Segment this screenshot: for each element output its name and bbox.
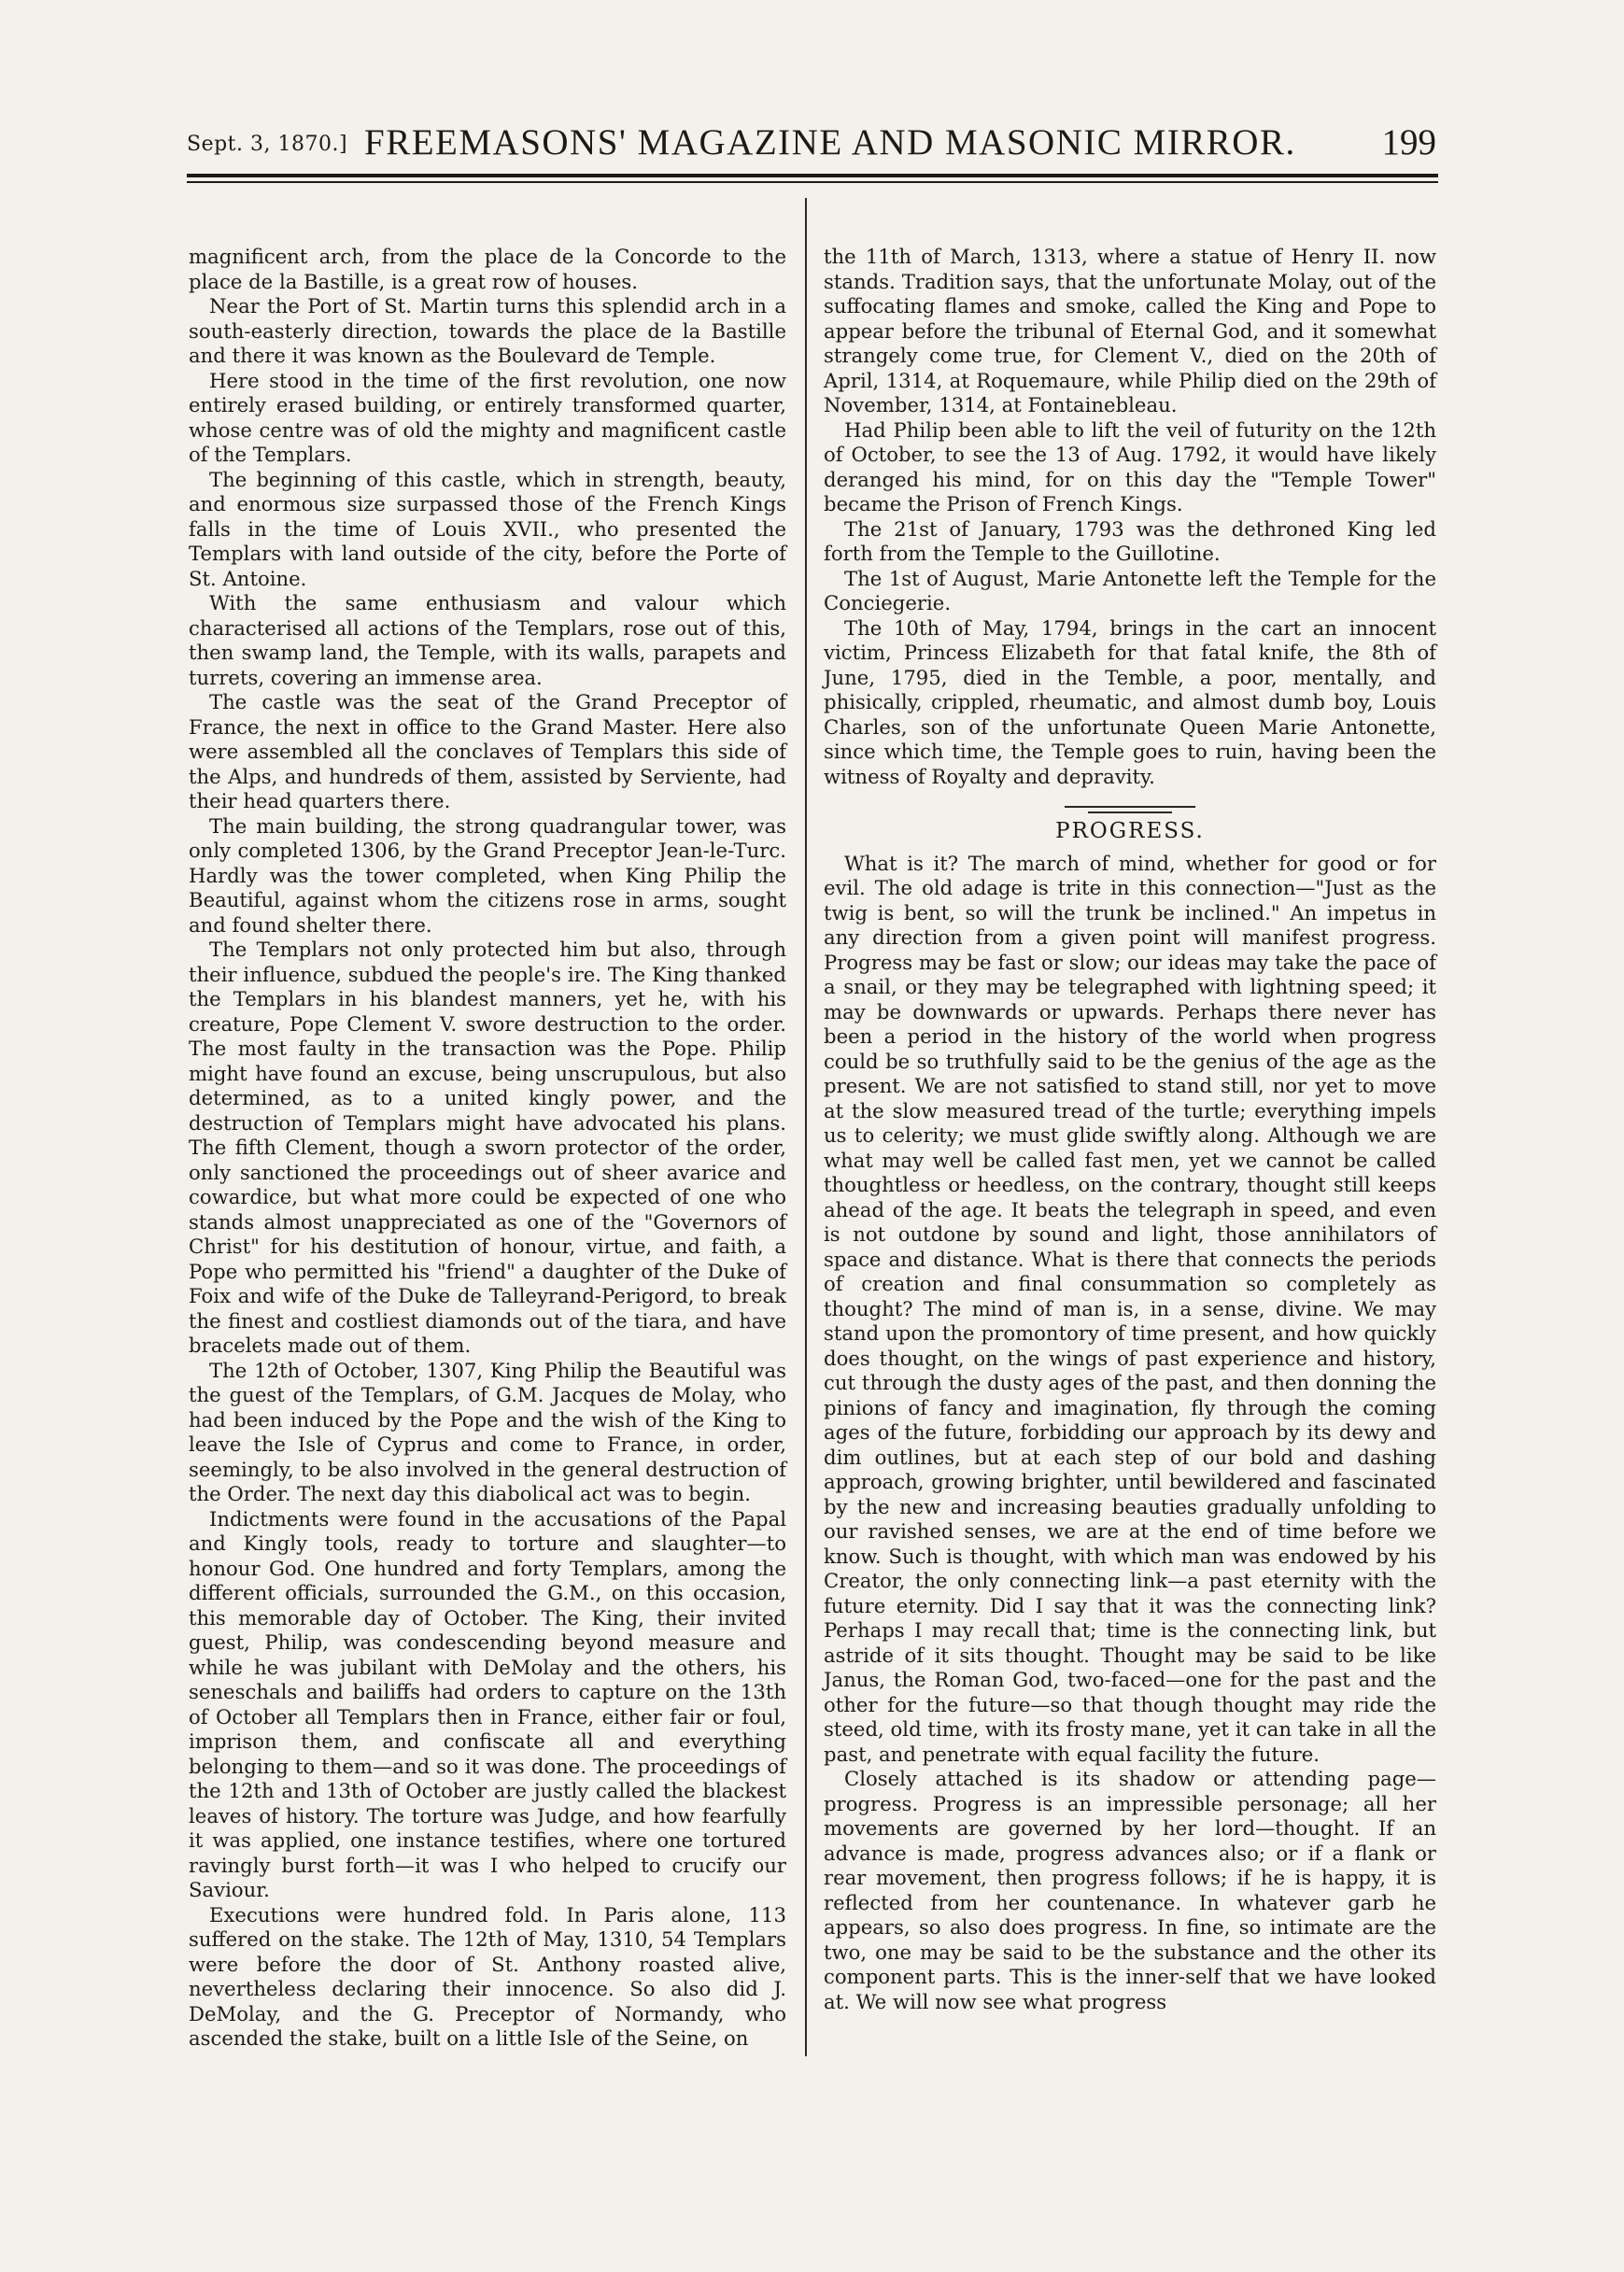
paragraph: The beginning of this castle, which in strength, beauty, and enormous size surpassed those of the French Kings falls in the time of Louis XVII., who presented the Templars with land outside of the city, before the Porte of St. Antoine. [189, 467, 786, 590]
paragraph: The 1st of August, Marie Antonette left the Temple for the Conciegerie. [824, 566, 1436, 614]
right-column [824, 245, 1436, 2014]
paragraph: The Templars not only protected him but also, through their influence, subdued the people's ire. The King thanked the Templars in his blandest manners, yet he, with his creature, Pope Clement V. swore destruction to the order. The most faulty in the transaction was the Pope. Philip might have found an excuse, being unscrupulous, but also determined, as to a united kingly power, and the destruction of Templars might have advocated his plans. The fifth Clement, though a sworn protector of the order, only sanctioned the proceedings out of sheer avarice and cowardice, but what more could be expected of one who stands almost unappreciated as one of the "Governors of Christ" for his destitution of honour, virtue, and faith, a Pope who permitted his "friend" a daughter of the Duke of Foix and wife of the Duke de Talleyrand-Perigord, to break the finest and costliest diamonds out of the tiara, and have bracelets made out of them. [189, 938, 786, 1357]
publication-title: FREEMASONS' MAGAZINE AND MASONIC MIRROR. [364, 122, 1296, 162]
section-divider [1088, 811, 1172, 813]
paragraph: Executions were hundred fold. In Paris alone, 113 suffered on the stake. The 12th of May, 1310, 54 Templars were before the door of St. Anthony roasted alive, nevertheless declaring their innocence. So also did J. DeMolay, and the G. Preceptor of Normandy, who ascended the stake, built on a little Isle of the Seine, on [189, 1902, 786, 2050]
masthead-rule-thick [187, 174, 1438, 177]
paragraph: Here stood in the time of the first revolution, one now entirely erased building, or entirely transformed quarter, whose centre was of old the mighty and magnificent castle of the Templars. [189, 368, 786, 466]
column-divider [805, 198, 807, 2056]
paragraph: Closely attached is its shadow or attending page—progress. Progress is an impressible personage; all her movements are governed by her lord—thought. If an advance is made, progress advances also; or if a flank or rear movement, then progress follows; if he is happy, it is reflected from her countenance. In whatever garb he appears, so also does progress. In fine, so intimate are the two, one may be said to be the substance and the other its component parts. This is the inner-self that we have looked at. We will now see what progress [824, 1767, 1436, 2013]
paragraph: With the same enthusiasm and valour which characterised all actions of the Templars, rose out of this, then swamp land, the Temple, with its walls, parapets and turrets, covering an immense area. [189, 591, 786, 689]
section-divider [1065, 806, 1195, 808]
paragraph: The main building, the strong quadrangular tower, was only completed 1306, by the Grand Preceptor Jean-le-Turc. Hardly was the tower completed, when King Philip the Beautiful, against whom the citizens rose in arms, sought and found shelter there. [189, 813, 786, 937]
paragraph: The castle was the seat of the Grand Preceptor of France, the next in office to the Grand Master. Here also were assembled all the conclaves of Templars this side of the Alps, and hundreds of them, assisted by Serviente, had their head quarters there. [189, 690, 786, 812]
left-column [189, 245, 786, 2052]
paragraph: Near the Port of St. Martin turns this splendid arch in a south-easterly direction, towards the place de la Bastille and there it was known as the Boulevard de Temple. [189, 294, 786, 367]
issue-date: Sept. 3, 1870.] [187, 133, 348, 156]
section-heading: PROGRESS. [1055, 819, 1205, 843]
page-number: 199 [1381, 122, 1436, 162]
paragraph: magnificent arch, from the place de la Concorde to the place de la Bastille, is a great row of houses. [189, 245, 786, 293]
paragraph: Indictments were found in the accusations of the Papal and Kingly tools, ready to torture and slaughter—to honour God. One hundred and forty Templars, among the different officials, surrounded the G.M., on this occasion, this memorable day of October. The King, their invited guest, Philip, was condescending beyond measure and while he was jubilant with DeMolay and the others, his seneschals and bailiffs had orders to capture on the 13th of October all Templars then in France, either fair or foul, imprison them, and confiscate all and everything belonging to them—and so it was done. The proceedings of the 12th and 13th of October are justly called the blackest leaves of history. The torture was Judge, and how fearfully it was applied, one instance testifies, where one tortured ravingly burst forth—it was I who helped to crucify our Saviour. [189, 1506, 786, 1901]
paragraph: The 10th of May, 1794, brings in the cart an innocent victim, Princess Elizabeth for that fatal knife, the 8th of June, 1795, died in the Temble, a poor, mentally, and phisically, crippled, rheumatic, and almost dumb boy, Louis Charles, son of the unfortunate Queen Marie Antonette, since which time, the Temple goes to ruin, having been the witness of Royalty and depravity. [824, 615, 1436, 788]
masthead [187, 114, 1438, 162]
paragraph: the 11th of March, 1313, where a statue of Henry II. now stands. Tradition says, that the unfortunate Molay, out of the suffocating flames and smoke, called the King and Pope to appear before the tribunal of Eternal God, and it somewhat strangely come true, for Clement V., died on the 20th of April, 1314, at Roquemaure, while Philip died on the 29th of November, 1314, at Fontainebleau. [824, 245, 1436, 416]
paragraph: The 21st of January, 1793 was the dethroned King led forth from the Temple to the Guillotine. [824, 516, 1436, 565]
paragraph: What is it? The march of mind, whether for good or for evil. The old adage is trite in this connection—"Just as the twig is bent, so will the trunk be inclined." An impetus in any direction from a given point will manifest progress. Progress may be fast or slow; our ideas may take the pace of a snail, or they may be telegraphed with lightning speed; it may be downwards or upwards. Perhaps there never has been a period in the history of the world when progress could be so truthfully said to be the genius of the age as the present. We are not satisfied to stand still, nor yet to move at the slow measured tread of the turtle; everything impels us to celerity; we must glide swiftly along. Although we are what may well be called fast men, yet we cannot be called thoughtless or heedless, on the contrary, thought still keeps ahead of the age. It beats the telegraph in speed, and even is not outdone by sound and light, those annihilators of space and distance. What is there that connects the periods of creation and final consummation so completely as thought? The mind of man is, in a sense, divine. We may stand upon the promontory of time present, and how quickly does thought, on the wings of past experience and history, cut through the dusty ages of the past, and then donning the pinions of fancy and imagination, fly through the coming ages of the future, forbidding our approach by its dewy and dim outlines, but at each step of our bold and dashing approach, growing brighter, until bewildered and fascinated by the new and increasing beauties gradually unfolding to our ravished senses, we are at the end of time before we know. Such is thought, with which man was endowed by his Creator, the only connecting link—a past eternity with the future eternity. Did I say that it was the connecting link? Perhaps I may recall that; time is the connecting link, but astride of it sits thought. Thought may be said to be like Janus, the Roman God, two-faced—one for the past and the other for the future—so that though thought may ride the steed, old time, with its frosty mane, yet it can take in all the past, and penetrate with equal facility the future. [824, 851, 1436, 1766]
masthead-rule-thin [187, 181, 1438, 183]
paragraph: The 12th of October, 1307, King Philip the Beautiful was the guest of the Templars, of G.M. Jacques de Molay, who had been induced by the Pope and the wish of the King to leave the Isle of Cyprus and come to France, in order, seemingly, to be also involved in the general destruction of the Order. The next day this diabolical act was to begin. [189, 1358, 786, 1505]
paragraph: Had Philip been able to lift the veil of futurity on the 12th of October, to see the 13 of Aug. 1792, it would have likely deranged his mind, for on this day the "Temple Tower" became the Prison of French Kings. [824, 417, 1436, 515]
